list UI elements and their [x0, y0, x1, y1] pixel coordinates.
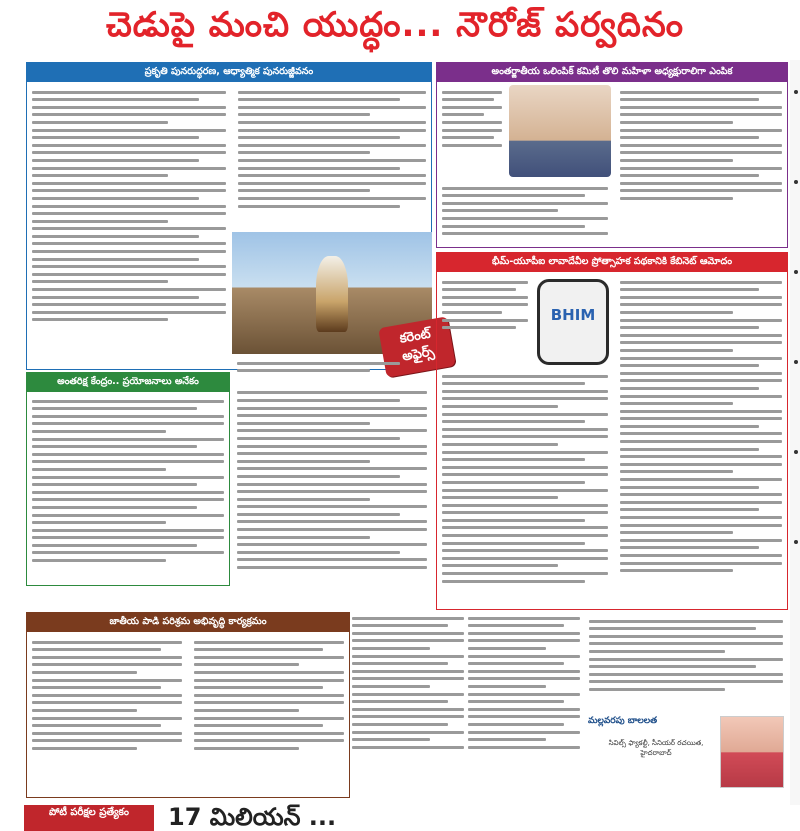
- olympic-section-title: అంతర్జాతీయ ఒలింపిక్ కమిటీ తొలి మహిళా అధ్యక్షురాలిగా ఎంపిక: [437, 63, 787, 82]
- dairy-section-title: జాతీయ పాడి పరిశ్రమ అభివృద్ధి కార్యక్రమం: [27, 613, 349, 632]
- bhim-upi-section-title: భీమ్-యూపీఐ లావాదేవీల ప్రోత్సాహక పథకానికి కేబినెట్ ఆమోదం: [437, 253, 787, 272]
- dairy-continuation-column-2: [468, 612, 580, 798]
- dairy-continuation-column-1: [352, 612, 464, 798]
- dairy-text-column-1: [27, 633, 187, 797]
- bhim-app-logo: BHIM: [550, 306, 596, 324]
- edge-bullet-dot: [794, 90, 798, 94]
- edge-bullet-dot: [794, 180, 798, 184]
- author-byline: [584, 712, 788, 800]
- edge-bullet-dot: [794, 540, 798, 544]
- bonfire-shape: [316, 256, 348, 332]
- footer-section-tag: పోటీ పరీక్షల ప్రత్యేకం: [24, 805, 154, 831]
- author-name: మల్లవరపు బాలలత: [588, 716, 658, 726]
- nowruz-section-title: ప్రకృతి పునరుద్ధరణ, ఆధ్యాత్మిక పునరుజ్జీవనం: [27, 63, 431, 82]
- footer-headline: 17 మిలియన్ ...: [168, 803, 337, 831]
- space-station-text: [27, 392, 229, 570]
- author-description: సివిల్స్ ఫ్యాకల్టీ, సీనియర్ రచయిత, హైదరాబాద్: [608, 739, 704, 757]
- bhim-phone-illustration: [537, 279, 609, 365]
- dairy-continuation-column-3: [584, 612, 788, 712]
- olympic-president-photo: [509, 85, 611, 177]
- olympic-text-column-2: [615, 83, 787, 247]
- edge-bullet-dot: [794, 450, 798, 454]
- page-headline: చెడుపై మంచి యుద్ధం... నౌరోజ్ పర్వదినం: [105, 5, 685, 45]
- nowruz-continuation-text: [232, 354, 432, 380]
- bhim-text-column-1: [437, 273, 533, 363]
- space-station-section: [26, 372, 230, 586]
- dairy-continuation-columns: [352, 612, 582, 798]
- nowruz-text-column-1: [27, 83, 231, 367]
- space-station-section-title: అంతరిక్ష కేంద్రం.. ప్రయోజనాలు అనేకం: [27, 373, 229, 392]
- edge-bullet-dot: [794, 360, 798, 364]
- bhim-upi-section: [436, 252, 788, 610]
- author-photo: [720, 716, 784, 788]
- current-affairs-badge: కరెంట్ అఫైర్స్: [378, 316, 456, 377]
- nowruz-continuation-column: [232, 354, 432, 584]
- dairy-text-column-2: [189, 633, 349, 797]
- bhim-text-column-2: [615, 273, 787, 607]
- olympic-text-column-1b: [437, 179, 613, 247]
- edge-bullet-dot: [794, 270, 798, 274]
- nowruz-text-column-2: [233, 83, 431, 233]
- dairy-section: [26, 612, 350, 798]
- olympic-section: [436, 62, 788, 248]
- bhim-text-column-1b: [437, 367, 613, 607]
- nowruz-continuation-text-2: [232, 384, 432, 577]
- page-edge-margin: [790, 60, 800, 805]
